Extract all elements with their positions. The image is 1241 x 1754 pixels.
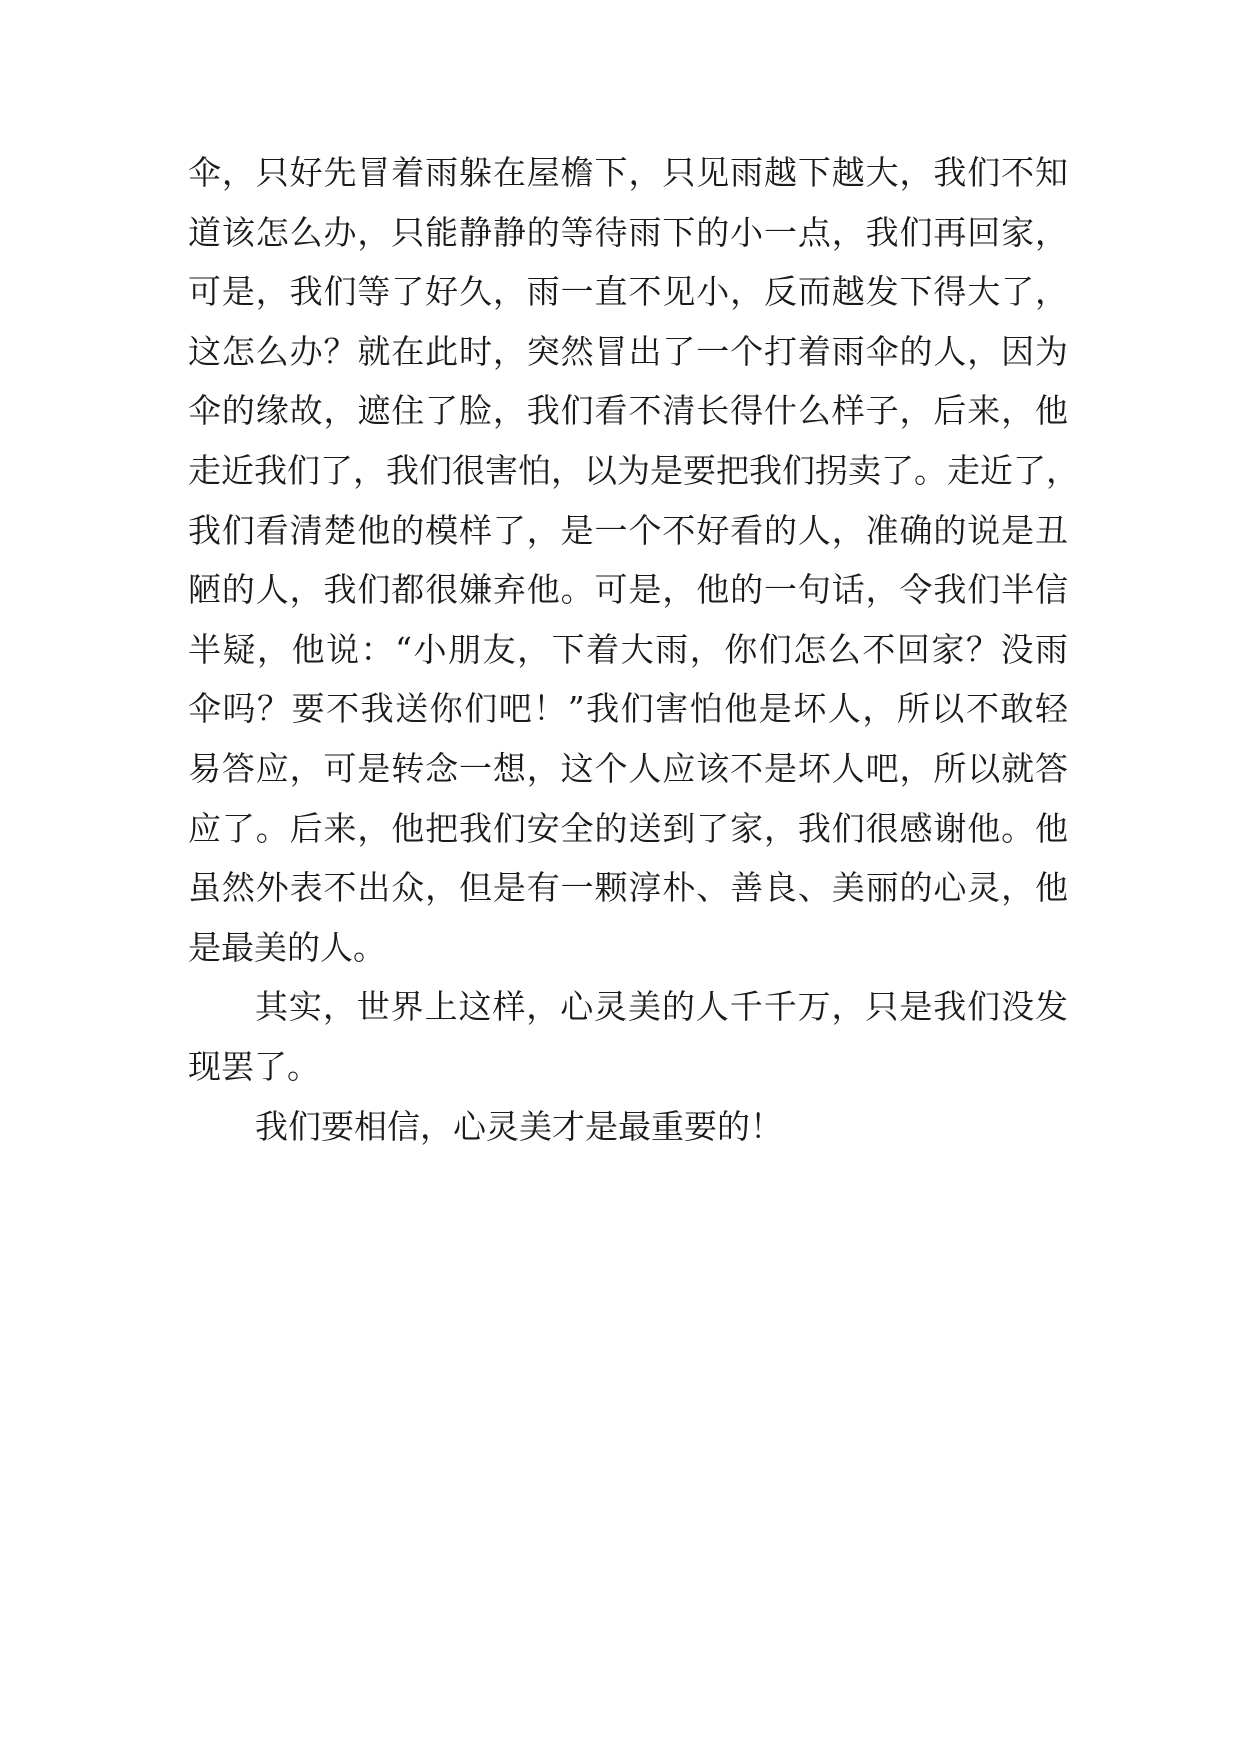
text-line: 道该怎么办，只能静静的等待雨下的小一点，我们再回家，	[188, 212, 1068, 252]
text-line: 陋的人，我们都很嫌弃他。可是，他的一句话，令我们半信	[188, 570, 1068, 610]
text-line: 现罢了。	[188, 1046, 320, 1086]
text-line: 可是，我们等了好久，雨一直不见小，反而越发下得大了，	[188, 272, 1068, 312]
text-line: 易答应，可是转念一想，这个人应该不是坏人吧，所以就答	[188, 748, 1068, 788]
text-line: 我们看清楚他的模样了，是一个不好看的人，准确的说是丑	[188, 510, 1068, 550]
text-line: 这怎么办？就在此时，突然冒出了一个打着雨伞的人，因为	[188, 331, 1068, 371]
text-line: 虽然外表不出众，但是有一颗淳朴、善良、美丽的心灵，他	[188, 868, 1068, 908]
text-line: 是最美的人。	[188, 927, 386, 967]
text-line: 伞的缘故，遮住了脸，我们看不清长得什么样子，后来，他	[188, 391, 1068, 431]
text-line: 其实，世界上这样，心灵美的人千千万，只是我们没发	[255, 987, 1068, 1027]
text-line: 半疑，他说：“小朋友，下着大雨，你们怎么不回家？没雨	[188, 629, 1068, 669]
text-line: 我们要相信，心灵美才是最重要的！	[255, 1106, 783, 1146]
text-line: 走近我们了，我们很害怕，以为是要把我们拐卖了。走近了，	[188, 450, 1079, 490]
text-line: 应了。后来，他把我们安全的送到了家，我们很感谢他。他	[188, 808, 1068, 848]
text-line: 伞吗？要不我送你们吧！”我们害怕他是坏人，所以不敢轻	[188, 689, 1068, 729]
text-line: 伞，只好先冒着雨躲在屋檐下，只见雨越下越大，我们不知	[188, 153, 1068, 192]
body-text	[188, 153, 1079, 1169]
